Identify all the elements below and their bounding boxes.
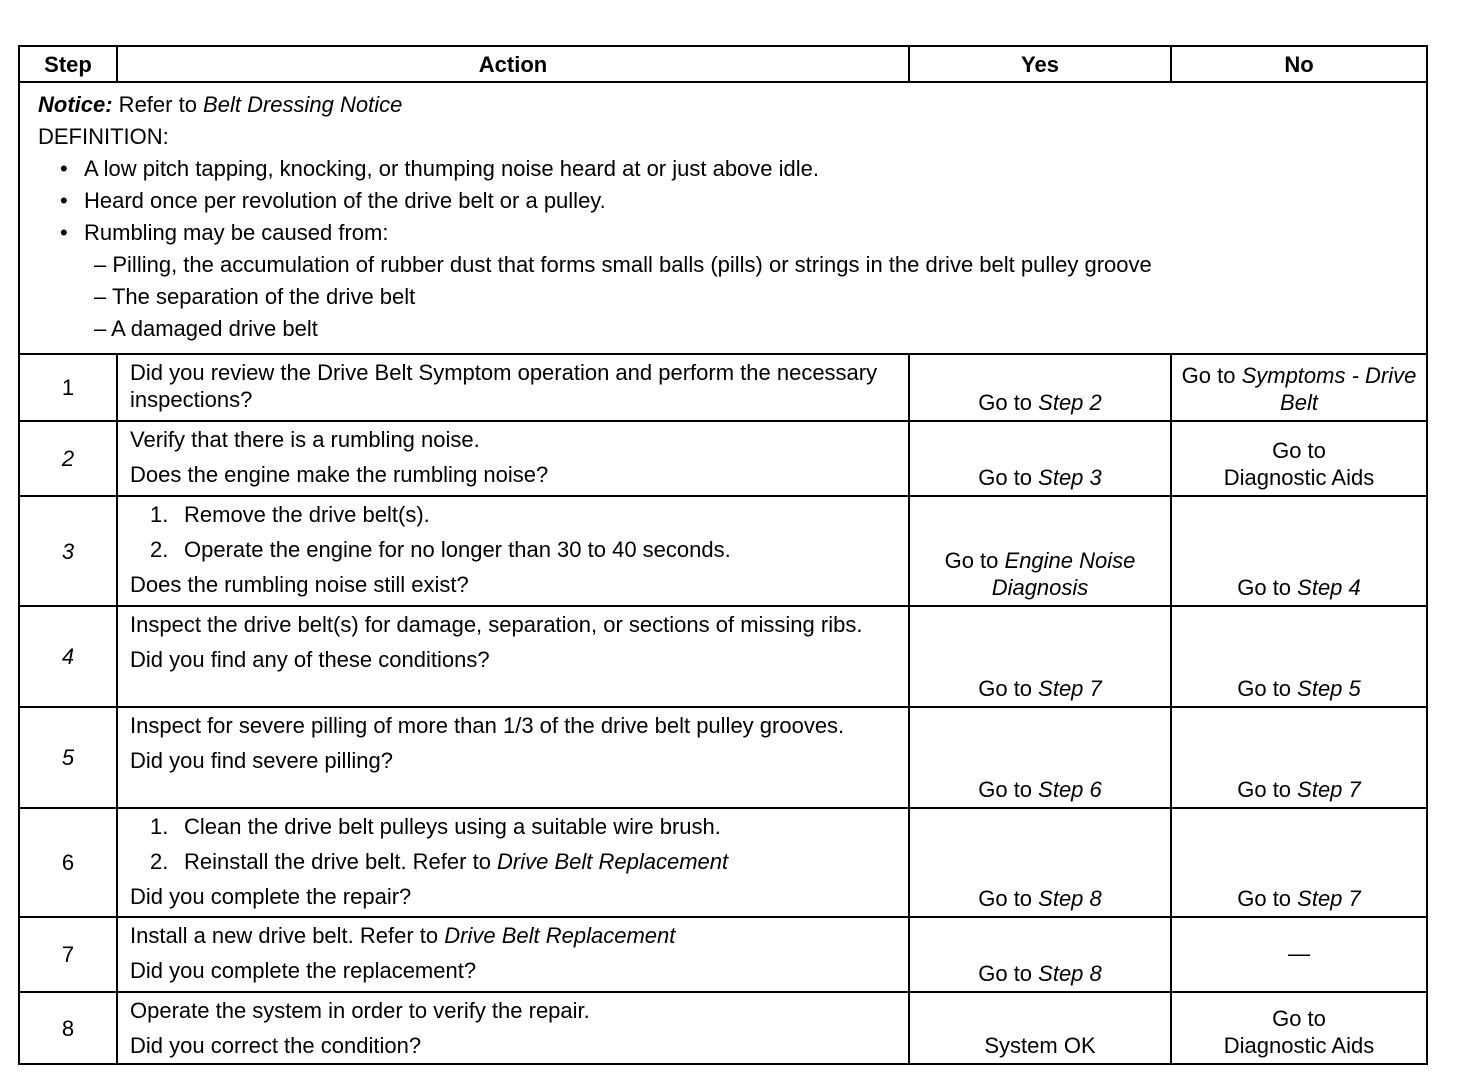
notice-label: Notice: bbox=[38, 92, 113, 117]
cause-item bbox=[38, 281, 1408, 313]
definition-bullet bbox=[38, 217, 1408, 249]
no-cell bbox=[1171, 606, 1427, 707]
header-action: Action bbox=[117, 46, 909, 82]
step-row-8 bbox=[19, 992, 1427, 1064]
yes-cell bbox=[909, 707, 1171, 808]
yes-prefix: Go to bbox=[944, 548, 1005, 573]
no-prefix: Go to bbox=[1237, 886, 1298, 911]
header-row bbox=[19, 46, 1427, 82]
definition-label: DEFINITION: bbox=[38, 124, 169, 149]
dash-glyph: – bbox=[94, 316, 107, 341]
yes-step-link: Step 7 bbox=[1038, 676, 1102, 701]
step-number: 7 bbox=[19, 917, 117, 992]
step-row-2 bbox=[19, 421, 1427, 496]
procedure-text: Clean the drive belt pulleys using a suitable wire brush. bbox=[184, 814, 721, 839]
step-row-7 bbox=[19, 917, 1427, 992]
yes-engine-noise-link: Engine Noise Diagnosis bbox=[991, 548, 1136, 600]
yes-cell bbox=[909, 496, 1171, 606]
yes-step-link: Step 2 bbox=[1038, 390, 1102, 415]
action-text bbox=[130, 922, 896, 949]
action-cell bbox=[117, 354, 909, 421]
no-symptoms-link: Symptoms - Drive Belt bbox=[1241, 363, 1417, 415]
procedure-text: Remove the drive belt(s). bbox=[184, 502, 430, 527]
yes-prefix: Go to bbox=[978, 676, 1039, 701]
no-prefix: Go to bbox=[1237, 575, 1298, 600]
no-step-link: Step 7 bbox=[1297, 886, 1361, 911]
bullet-text: Heard once per revolution of the drive belt or a pulley. bbox=[84, 188, 606, 213]
yes-cell bbox=[909, 421, 1171, 496]
notice-text: Refer to bbox=[112, 92, 204, 117]
step-row-5 bbox=[19, 707, 1427, 808]
no-cell bbox=[1171, 917, 1427, 992]
dash-glyph: – bbox=[94, 284, 107, 309]
bullet-text: Rumbling may be caused from: bbox=[84, 220, 389, 245]
no-prefix: Go to bbox=[1237, 777, 1298, 802]
step-row-3 bbox=[19, 496, 1427, 606]
action-cell bbox=[117, 917, 909, 992]
step-row-4 bbox=[19, 606, 1427, 707]
cause-text: Pilling, the accumulation of rubber dust that forms small balls (pills) or strings in the drive belt pulley groove bbox=[112, 252, 1152, 277]
yes-prefix: Go to bbox=[978, 777, 1039, 802]
cause-text: A damaged drive belt bbox=[111, 316, 318, 341]
bullet-glyph: • bbox=[60, 156, 68, 181]
yes-step-link: Step 8 bbox=[1038, 886, 1102, 911]
no-step-link: Step 4 bbox=[1297, 575, 1361, 600]
yes-step-link: Step 6 bbox=[1038, 777, 1102, 802]
bullet-glyph: • bbox=[60, 220, 68, 245]
no-prefix: Go to bbox=[1237, 676, 1298, 701]
procedure-step bbox=[130, 813, 896, 840]
action-question: Does the engine make the rumbling noise? bbox=[130, 462, 549, 487]
no-cell bbox=[1171, 808, 1427, 917]
action-cell bbox=[117, 496, 909, 606]
notice-cell bbox=[19, 82, 1427, 354]
action-question: Did you find severe pilling? bbox=[130, 748, 393, 773]
action-question: Did you find any of these conditions? bbox=[130, 647, 490, 672]
action-cell bbox=[117, 606, 909, 707]
definition-bullet bbox=[38, 185, 1408, 217]
step-number: 1 bbox=[19, 354, 117, 421]
no-line: Go to bbox=[1272, 438, 1326, 463]
action-prefix: Install a new drive belt. Refer to bbox=[130, 923, 445, 948]
step-number: 5 bbox=[19, 707, 117, 808]
procedure-number: 1. bbox=[150, 502, 169, 527]
no-cell bbox=[1171, 421, 1427, 496]
no-dash: — bbox=[1288, 941, 1310, 966]
yes-cell bbox=[909, 808, 1171, 917]
no-cell bbox=[1171, 992, 1427, 1064]
yes-prefix: Go to bbox=[978, 390, 1039, 415]
drive-belt-replacement-link: Drive Belt Replacement bbox=[497, 849, 729, 874]
bullet-text: A low pitch tapping, knocking, or thumping noise heard at or just above idle. bbox=[84, 156, 820, 181]
yes-step-link: Step 8 bbox=[1038, 961, 1102, 986]
yes-prefix: Go to bbox=[978, 465, 1039, 490]
notice-line bbox=[38, 89, 1408, 121]
action-cell bbox=[117, 421, 909, 496]
yes-cell bbox=[909, 992, 1171, 1064]
procedure-number: 2. bbox=[150, 537, 169, 562]
step-number: 2 bbox=[19, 421, 117, 496]
yes-cell bbox=[909, 606, 1171, 707]
definition-bullet bbox=[38, 153, 1408, 185]
header-yes: Yes bbox=[909, 46, 1171, 82]
step-number: 4 bbox=[19, 606, 117, 707]
action-text: Inspect for severe pilling of more than 1/3 of the drive belt pulley grooves. bbox=[130, 713, 845, 738]
action-text: Did you review the Drive Belt Symptom operation and perform the necessary inspections? bbox=[130, 360, 878, 412]
procedure-text: Reinstall the drive belt. Refer to bbox=[184, 849, 498, 874]
action-question: Did you complete the repair? bbox=[130, 884, 412, 909]
notice-ref-link: Belt Dressing Notice bbox=[203, 92, 403, 117]
no-diagnostic-aids: Diagnostic Aids bbox=[1223, 1033, 1375, 1058]
action-cell bbox=[117, 808, 909, 917]
procedure-text: Operate the engine for no longer than 30 to 40 seconds. bbox=[184, 537, 731, 562]
drive-belt-replacement-link: Drive Belt Replacement bbox=[444, 923, 676, 948]
step-number: 3 bbox=[19, 496, 117, 606]
step-number: 6 bbox=[19, 808, 117, 917]
action-text: Verify that there is a rumbling noise. bbox=[130, 427, 480, 452]
bullet-glyph: • bbox=[60, 188, 68, 213]
yes-cell bbox=[909, 354, 1171, 421]
procedure-step bbox=[130, 848, 896, 875]
no-cell bbox=[1171, 707, 1427, 808]
no-line: Go to bbox=[1272, 1006, 1326, 1031]
cause-item bbox=[38, 249, 1408, 281]
cause-text: The separation of the drive belt bbox=[111, 284, 416, 309]
procedure-number: 2. bbox=[150, 849, 169, 874]
action-cell bbox=[117, 992, 909, 1064]
no-step-link: Step 7 bbox=[1297, 777, 1361, 802]
procedure-step bbox=[130, 536, 896, 563]
yes-system-ok: System OK bbox=[984, 1033, 1096, 1058]
header-step: Step bbox=[19, 46, 117, 82]
step-number: 8 bbox=[19, 992, 117, 1064]
procedure-step bbox=[130, 501, 896, 528]
header-no: No bbox=[1171, 46, 1427, 82]
procedure-number: 1. bbox=[150, 814, 169, 839]
cause-item bbox=[38, 313, 1408, 345]
action-question: Does the rumbling noise still exist? bbox=[130, 572, 469, 597]
dash-glyph: – bbox=[94, 252, 107, 277]
yes-cell bbox=[909, 917, 1171, 992]
yes-step-link: Step 3 bbox=[1038, 465, 1102, 490]
no-cell bbox=[1171, 496, 1427, 606]
action-cell bbox=[117, 707, 909, 808]
no-cell bbox=[1171, 354, 1427, 421]
no-prefix: Go to bbox=[1181, 363, 1242, 388]
yes-prefix: Go to bbox=[978, 886, 1039, 911]
notice-row bbox=[19, 82, 1427, 354]
diagnostic-table bbox=[18, 45, 1428, 1065]
action-question: Did you correct the condition? bbox=[130, 1033, 422, 1058]
yes-prefix: Go to bbox=[978, 961, 1039, 986]
action-question: Did you complete the replacement? bbox=[130, 958, 477, 983]
step-row-6 bbox=[19, 808, 1427, 917]
action-text: Operate the system in order to verify the repair. bbox=[130, 998, 590, 1023]
no-step-link: Step 5 bbox=[1297, 676, 1361, 701]
no-diagnostic-aids: Diagnostic Aids bbox=[1223, 465, 1375, 490]
action-text: Inspect the drive belt(s) for damage, separation, or sections of missing ribs. bbox=[130, 612, 863, 637]
step-row-1 bbox=[19, 354, 1427, 421]
